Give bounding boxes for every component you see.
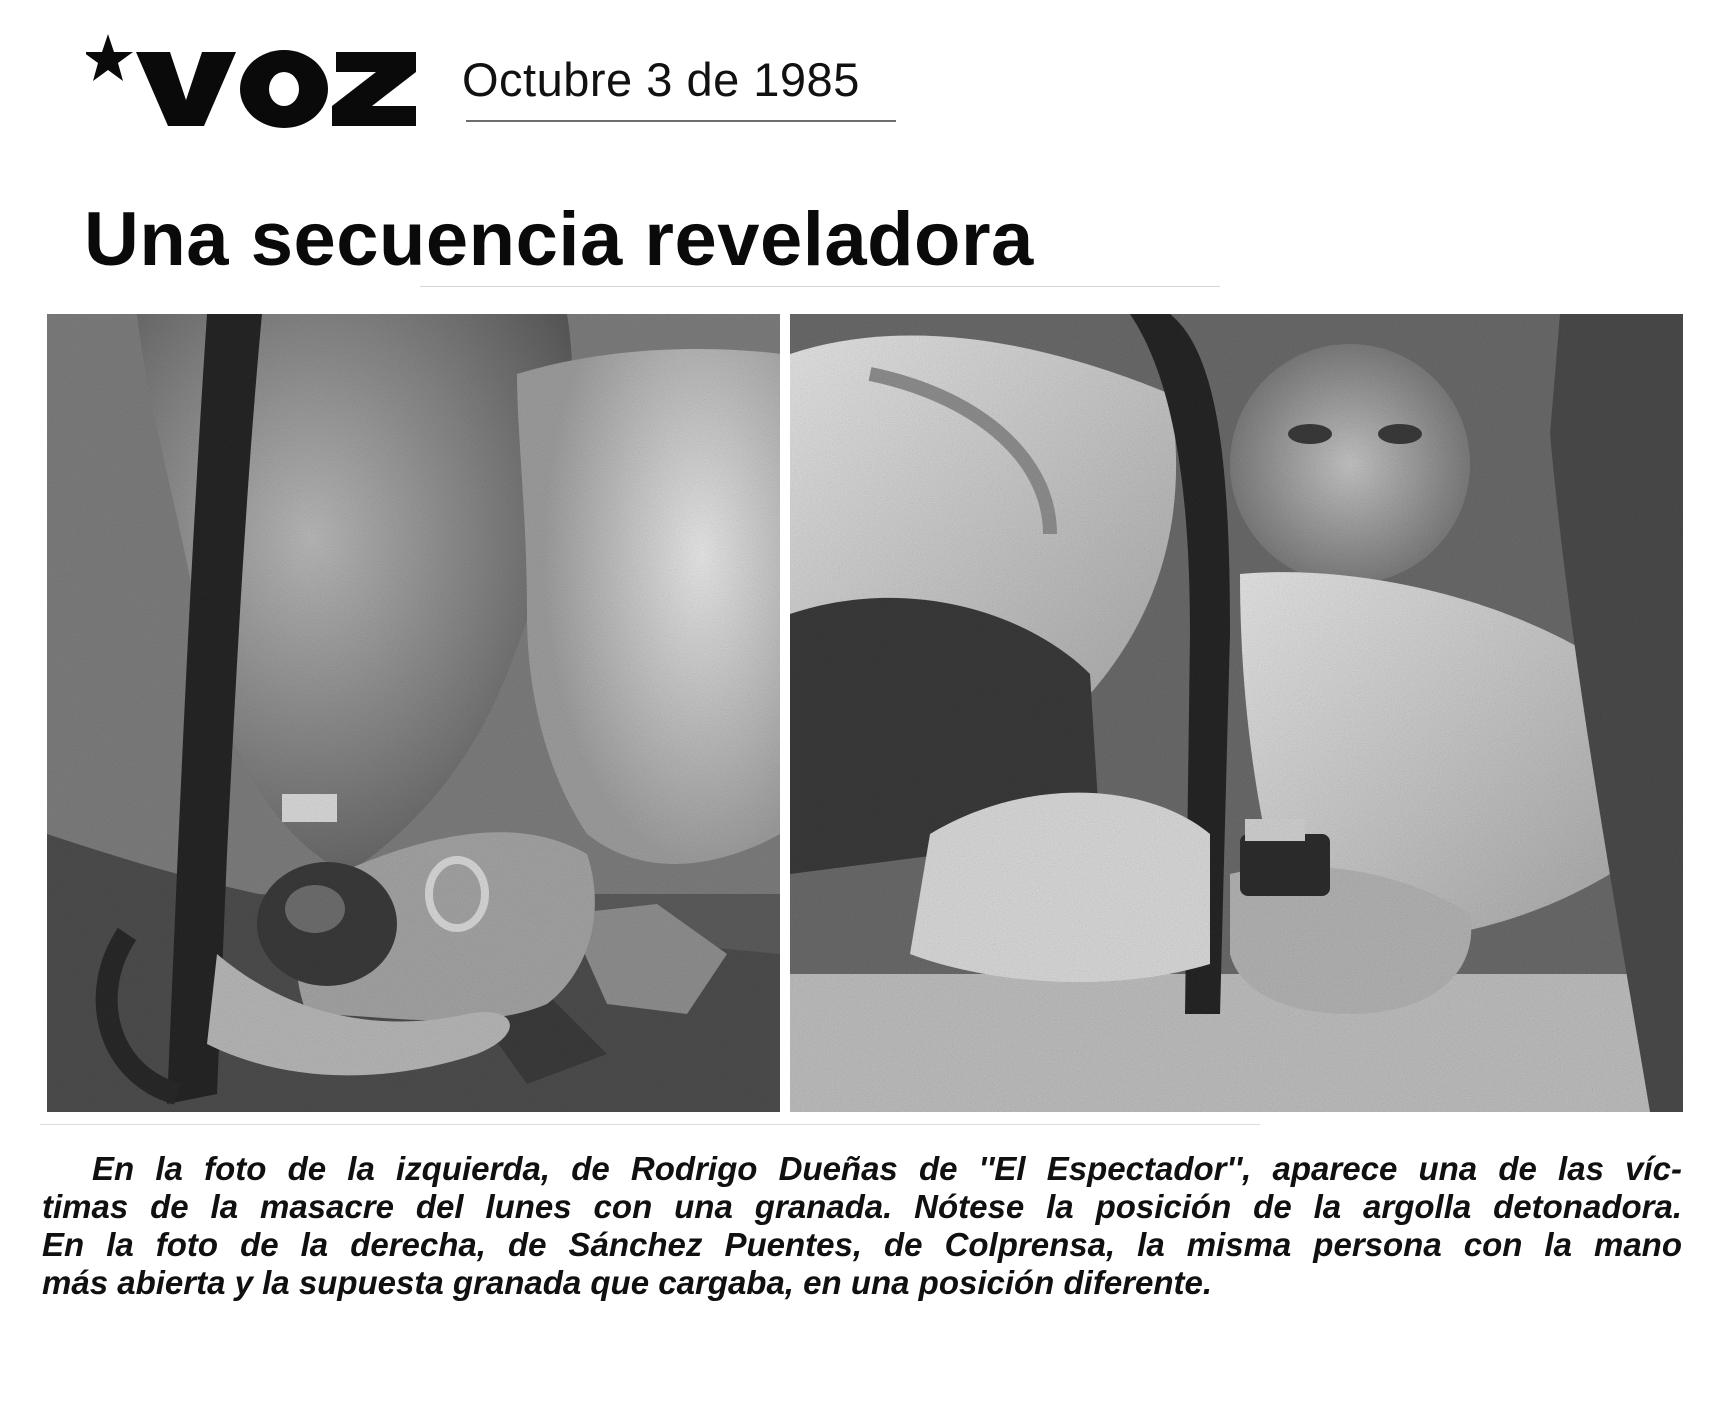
logo-letter-v — [136, 52, 236, 126]
caption-line: En la foto de la derecha, de Sánchez Puentes, de Colprensa, la misma persona con la mano — [42, 1226, 1682, 1263]
same-person-open-hand-photo — [790, 314, 1683, 1112]
photo-caption — [42, 1150, 1682, 1302]
star-icon — [86, 34, 133, 81]
caption-line: timas de la masacre del lunes con una granada. Nótese la posición de la argolla detonadora. — [42, 1188, 1682, 1225]
photo-right — [790, 314, 1683, 1112]
headline: Una secuencia reveladora — [84, 197, 1034, 282]
photo-bottom-rule — [40, 1124, 1260, 1125]
caption-line: En la foto de la izquierda, de Rodrigo Dueñas de ''El Espectador'', aparece una de las víc- — [92, 1150, 1682, 1187]
publication-date: Octubre 3 de 1985 — [462, 53, 860, 106]
headline-rule — [420, 286, 1220, 287]
date-underline — [466, 120, 896, 122]
photo-left — [47, 314, 780, 1112]
logo-letter-z — [332, 52, 416, 126]
masthead — [86, 28, 986, 128]
victim-hand-holding-grenade-photo — [47, 314, 780, 1112]
voz-logo — [86, 28, 416, 128]
caption-line: más abierta y la supuesta granada que cargaba, en una posición diferente. — [42, 1264, 1213, 1301]
